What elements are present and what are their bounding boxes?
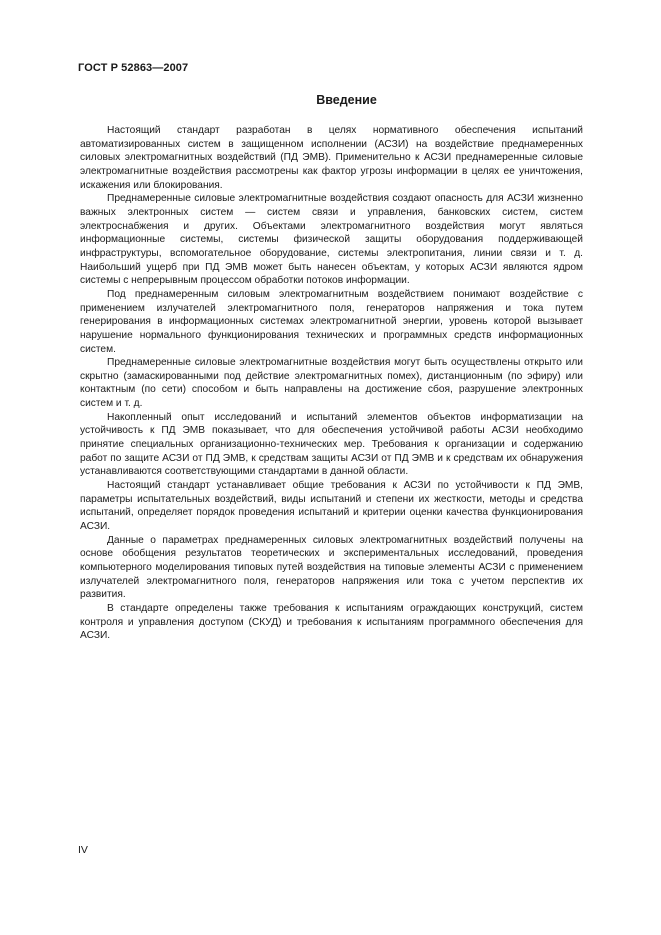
paragraph: Преднамеренные силовые электромагнитные воздействия могут быть осуществлены открыто или скрытно (замаскированными под действие электромагнитных помех), дистанционным (по эфиру) или контактным (по сети) способом и быть направлены на достижение сбоя, разрушение электронных систем и т. д. [80, 357, 583, 410]
paragraph: В стандарте определены также требования к испытаниям ограждающих конструкций, систем контроля и управления доступом (СКУД) и требования к испытаниям программного обеспечения для АСЗИ. [80, 602, 583, 642]
document-header: ГОСТ Р 52863—2007 [78, 62, 189, 74]
paragraph: Накопленный опыт исследований и испытаний элементов объектов информатизации на устойчивость к ПД ЭМВ показывает, что для обеспечения устойчивой работы АСЗИ необходимо принятие специальных организационно-технических мер. Требования к организации и содержанию работ по защите АСЗИ от ПД ЭМВ, к средствам защиты АСЗИ от ПД ЭМВ и к средствам их обнаружения устанавливаются соответствующими стандартами в данной области. [80, 411, 583, 478]
document-body [80, 124, 583, 643]
paragraph: Под преднамеренным силовым электромагнитным воздействием понимают воздействие с применением излучателей электромагнитного поля, генераторов напряжения и тока путем генерирования в информационных системах электромагнитной энергии, уровень которой вызывает нарушение нормального функционирования технических и программных средств информационных систем. [80, 288, 583, 355]
section-title: Введение [316, 93, 377, 107]
paragraph: Настоящий стандарт устанавливает общие требования к АСЗИ по устойчивости к ПД ЭМВ, параметры испытательных воздействий, виды испытаний и степени их жесткости, методы и средства испытаний, определяет порядок проведения испытаний и критерии оценки качества функционирования АСЗИ. [80, 480, 583, 533]
page-number: IV [78, 844, 88, 856]
paragraph: Настоящий стандарт разработан в целях нормативного обеспечения испытаний автоматизированных систем в защищенном исполнении (АСЗИ) на воздействие преднамеренных силовых электромагнитных воздействий (ПД ЭМВ). Применительно к АСЗИ преднамеренные силовые электромагнитные воздействия рассмотрены как фактор угрозы информации в целях ее уничтожения, искажения или блокирования. [80, 125, 583, 191]
paragraph: Данные о параметрах преднамеренных силовых электромагнитных воздействий получены на основе обобщения результатов теоретических и экспериментальных исследований, проведения компьютерного моделирования типовых путей воздействия на типовые элементы АСЗИ с применением излучателей электромагнитного поля, генераторов напряжения или тока с учетом перспектив их развития. [80, 534, 583, 601]
paragraph: Преднамеренные силовые электромагнитные воздействия создают опасность для АСЗИ жизненно важных электронных систем — систем связи и управления, банковских систем, систем электроснабжения и других. Объектами электромагнитного воздействия могут являться информационные системы, системы физической защиты оборудования поддерживающей инфраструктуры, вспомогательное оборудование, системы электропитания, линии связи и т. д. Наибольший ущерб при ПД ЭМВ может быть нанесен объектам, у которых АСЗИ являются ядром системы с непрерывным процессом обработки потоков информации. [80, 193, 583, 287]
